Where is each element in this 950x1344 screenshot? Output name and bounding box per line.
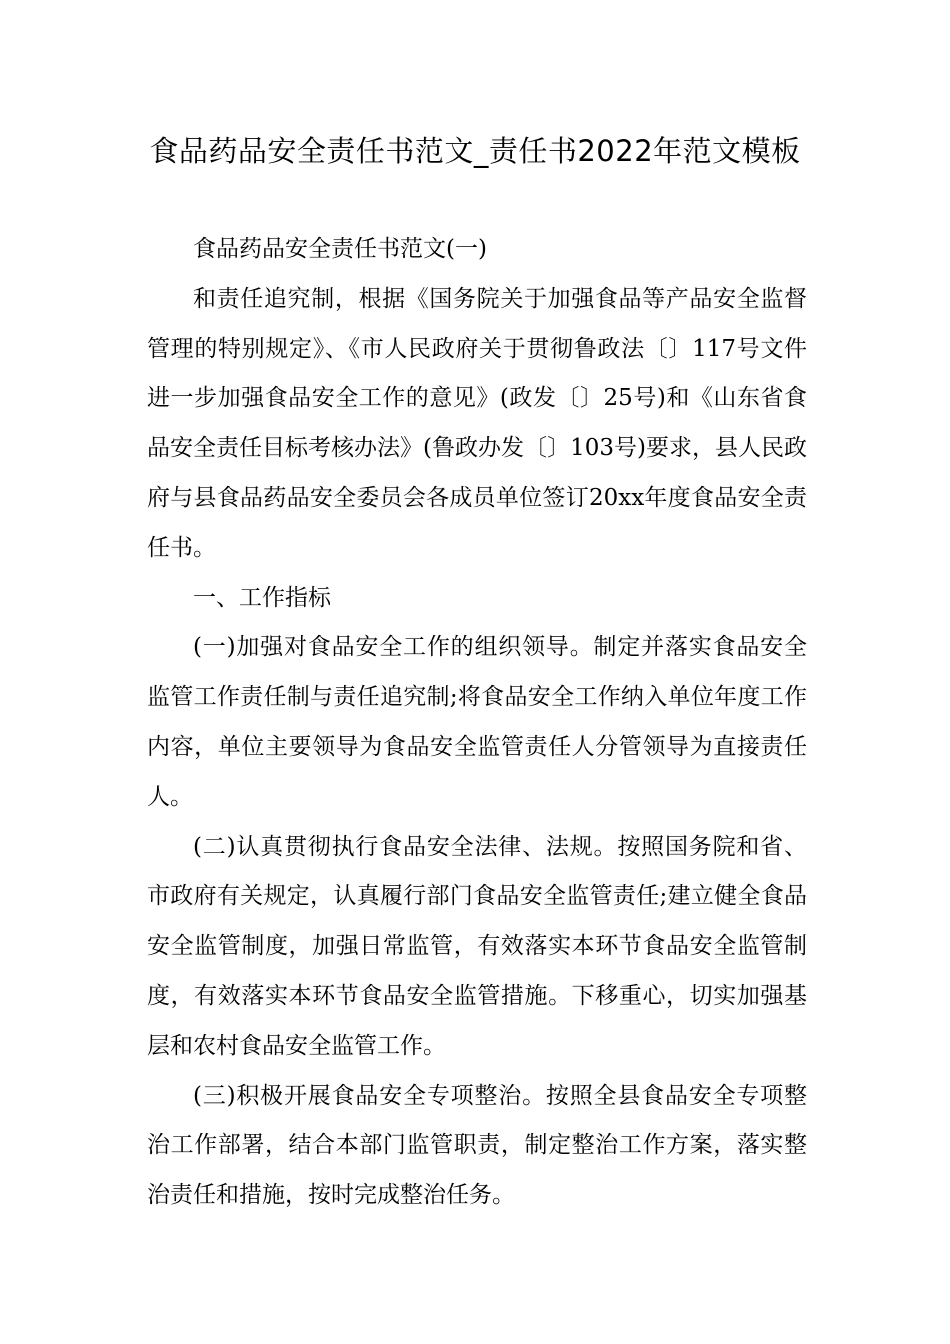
paragraph-section-heading: 食品药品安全责任书范文(一) xyxy=(193,236,487,262)
paragraph-item-1: (一)加强对食品安全工作的组织领导。制定并落实食品安全监管工作责任制与责任追究制;将食品安全工作纳入单位年度工作内容，单位主要领导为食品安全监管责任人分管领导为直接责任人。 xyxy=(147,634,807,810)
document-body xyxy=(147,225,807,1221)
paragraph-intro: 和责任追究制，根据《国务院关于加强食品等产品安全监督管理的特别规定》、《市人民政府关于贯彻鲁政法〔〕117号文件进一步加强食品安全工作的意见》(政发〔〕25号)和《山东省食品安全责任目标考核办法》(鲁政办发〔〕103号)要求，县人民政府与县食品药品安全委员会各成员单位签订20xx年度食品安全责任书。 xyxy=(147,285,807,561)
paragraph-item-2: (二)认真贯彻执行食品安全法律、法规。按照国务院和省、市政府有关规定，认真履行部门食品安全监管责任;建立健全食品安全监管制度，加强日常监管，有效落实本环节食品安全监管制度，有效落实本环节食品安全监管措施。下移重心，切实加强基层和农村食品安全监管工作。 xyxy=(147,833,807,1059)
paragraph-item-3: (三)积极开展食品安全专项整治。按照全县食品安全专项整治工作部署，结合本部门监管职责，制定整治工作方案，落实整治责任和措施，按时完成整治任务。 xyxy=(147,1082,807,1209)
paragraph-work-targets-heading: 一、工作指标 xyxy=(193,584,331,611)
document-title: 食品药品安全责任书范文_责任书2022年范文模板 xyxy=(149,134,801,168)
